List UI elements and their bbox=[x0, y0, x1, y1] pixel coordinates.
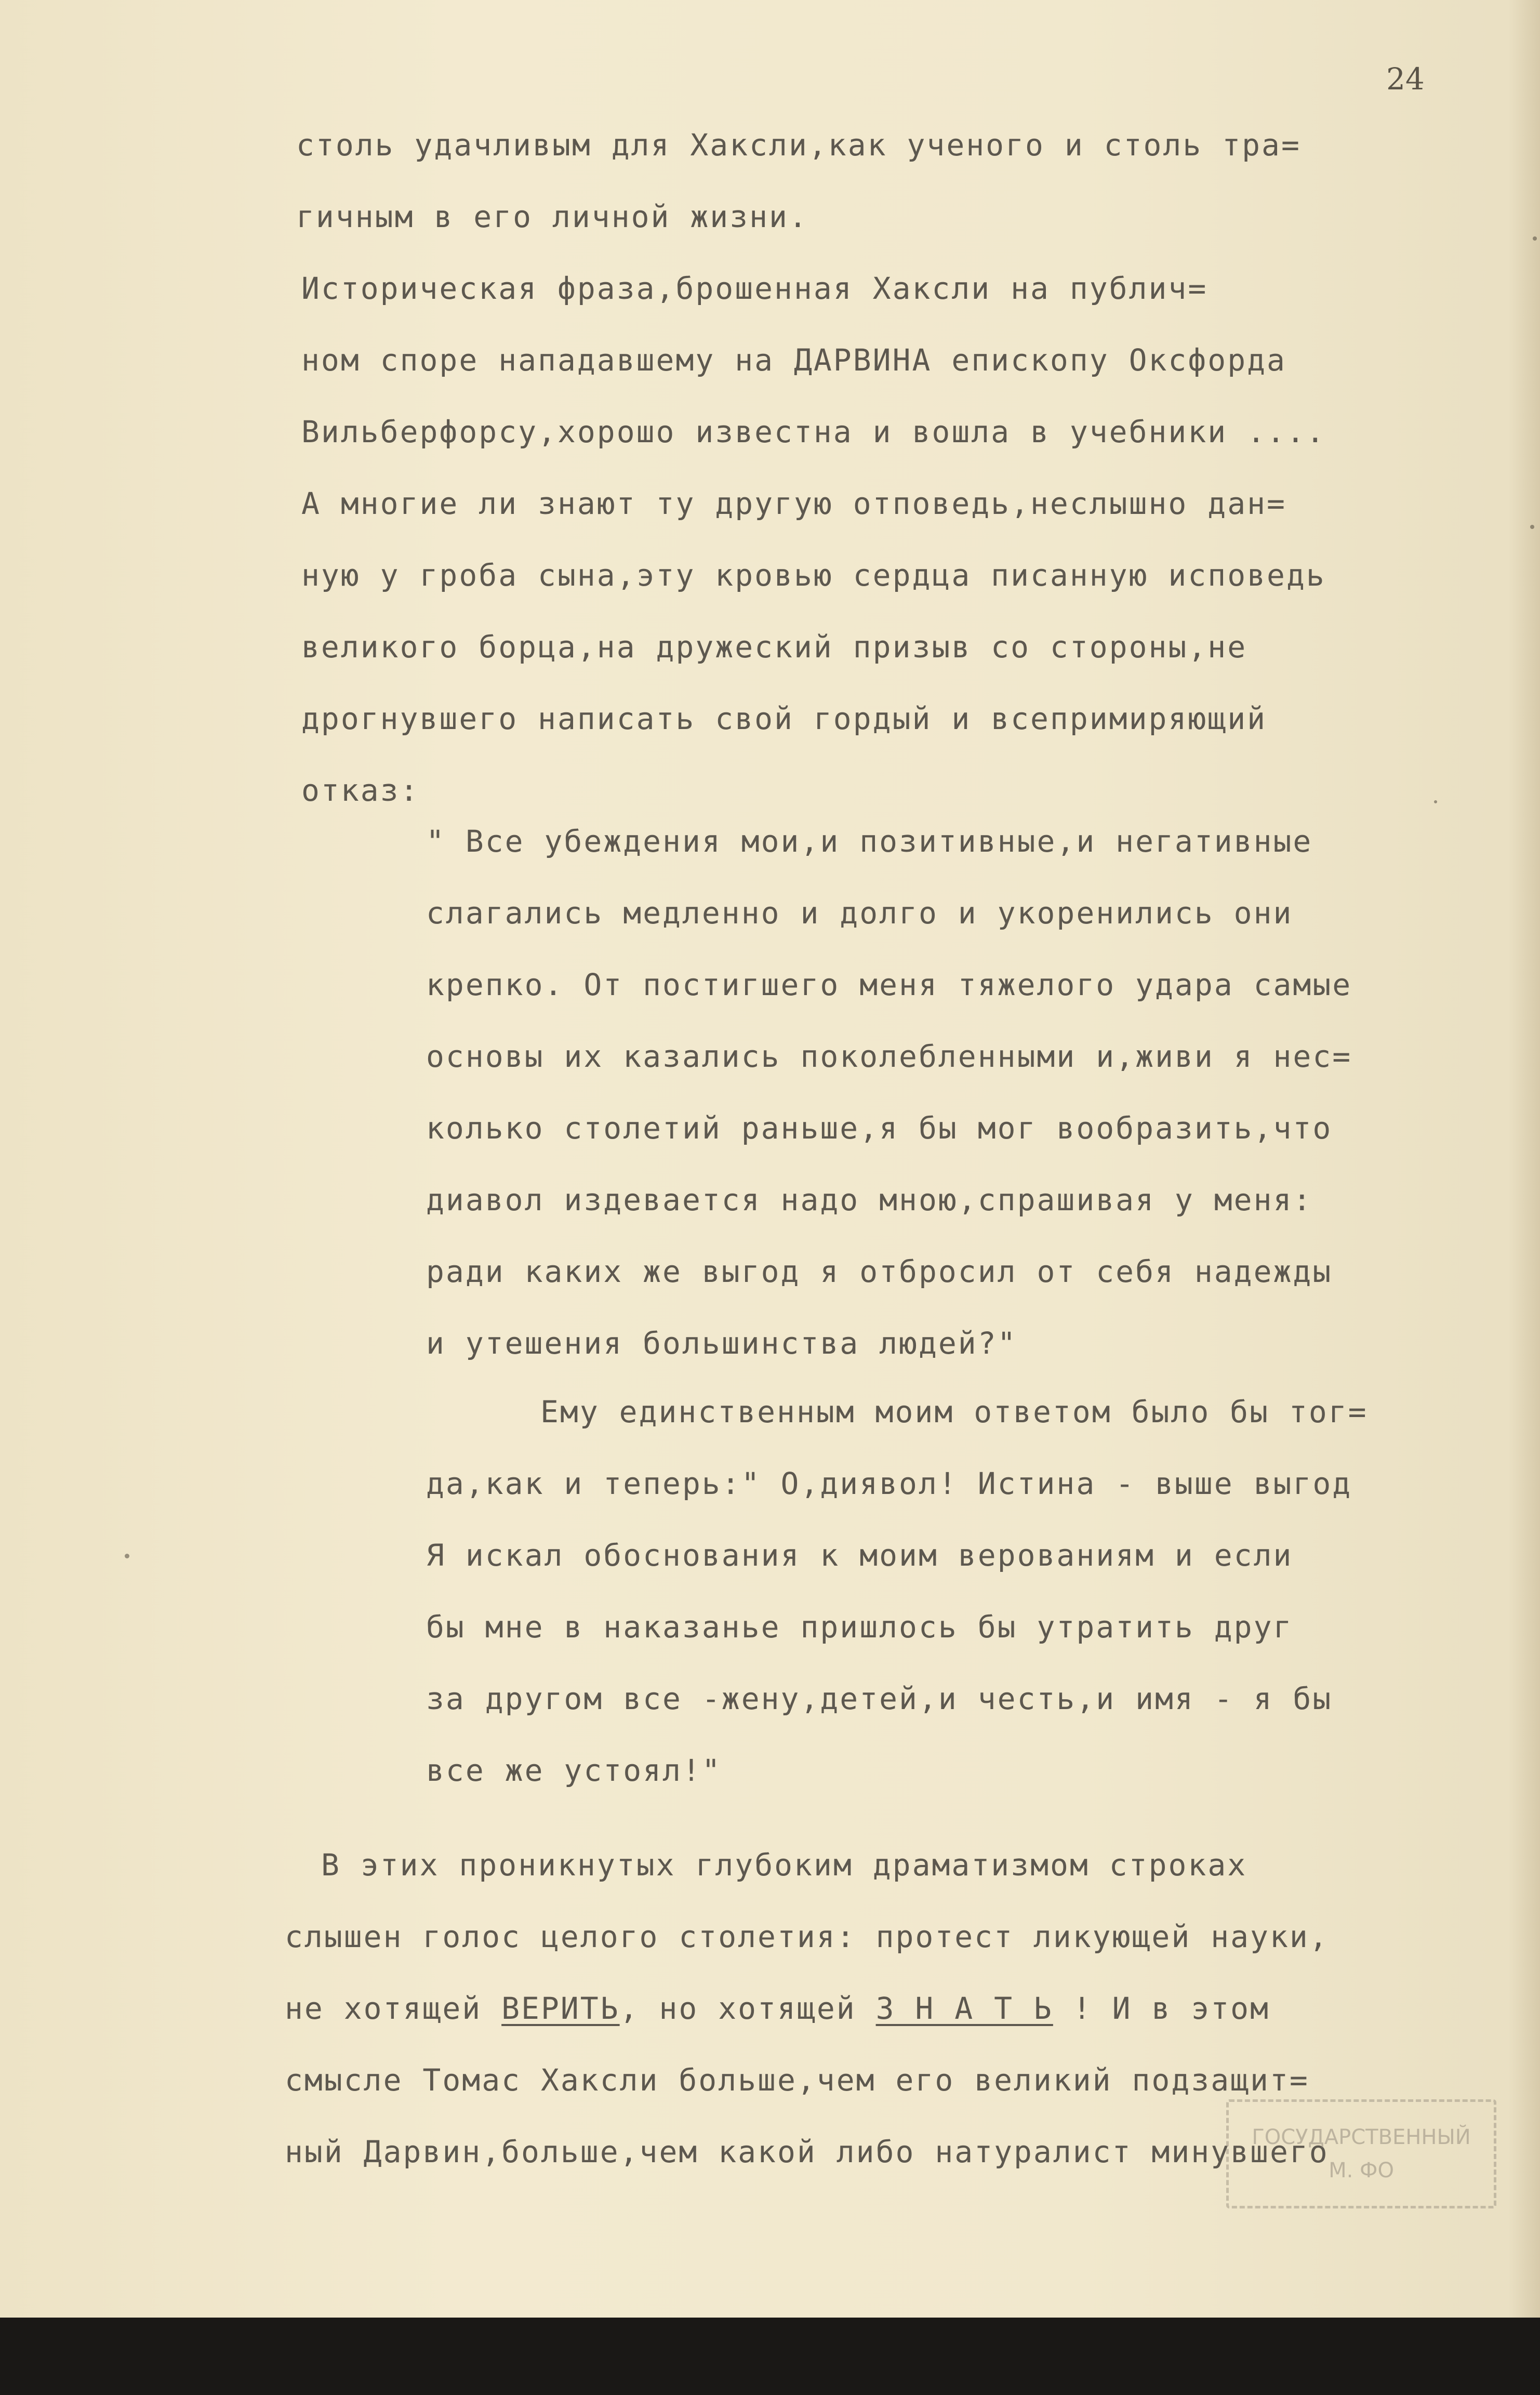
text-line: гичным в его личной жизни. bbox=[296, 199, 808, 234]
paragraph-2 bbox=[301, 253, 1326, 826]
text-line: смысле Томас Хаксли больше,чем его великий подзащит= bbox=[285, 2062, 1309, 2098]
underlined-word-believe: ВЕРИТЬ bbox=[501, 1991, 620, 2026]
text-line: ный Дарвин,больше,чем какой либо натуралист минувшего bbox=[285, 2134, 1329, 2169]
text-line: " Все убеждения мои,и позитивные,и негативные bbox=[426, 824, 1313, 859]
text-line-emphasis bbox=[285, 1973, 1329, 2044]
text-line: В этих проникнутых глубоким драматизмом строках bbox=[321, 1847, 1247, 1883]
text-line: дрогнувшего написать свой гордый и всепримиряющий bbox=[301, 701, 1267, 736]
underlined-word-know: З Н А Т Ь bbox=[875, 1991, 1053, 2026]
text-line: столь удачливым для Хаксли,как ученого и столь тра= bbox=[296, 127, 1301, 163]
text-line: Историческая фраза,брошенная Хаксли на публич= bbox=[301, 271, 1208, 306]
text-line: великого борца,на дружеский призыв со стороны,не bbox=[301, 629, 1247, 665]
text-line: диавол издевается надо мною,спрашивая у меня: bbox=[426, 1182, 1313, 1218]
paper-speck bbox=[1434, 800, 1437, 803]
text-line: бы мне в наказанье пришлось бы утратить друг bbox=[426, 1609, 1293, 1645]
text-line: отказ: bbox=[301, 773, 420, 808]
quotation-2 bbox=[426, 1376, 1368, 1806]
stamp-line: М. ФО bbox=[1329, 2159, 1394, 2182]
text-line: основы их казались поколебленными и,живи я нес= bbox=[426, 1039, 1352, 1074]
stamp-line: ГОСУДАРСТВЕННЫЙ bbox=[1252, 2125, 1471, 2149]
archive-stamp bbox=[1226, 2099, 1496, 2208]
page-edge-shadow bbox=[1509, 0, 1540, 2318]
text-line: Ему единственным моим ответом было бы тог= bbox=[540, 1394, 1368, 1430]
page-number: 24 bbox=[1386, 61, 1425, 97]
text-line: А многие ли знают ту другую отповедь,неслышно дан= bbox=[301, 486, 1286, 521]
paragraph-1 bbox=[296, 109, 1301, 253]
text-line: крепко. От постигшего меня тяжелого удара самые bbox=[426, 967, 1352, 1002]
text-line: все же устоял!" bbox=[426, 1753, 722, 1788]
text-fragment: ! И в этом bbox=[1053, 1991, 1270, 2026]
text-fragment: , но хотящей bbox=[619, 1991, 876, 2026]
text-line: слагались медленно и долго и укоренились они bbox=[426, 895, 1293, 931]
paper-speck bbox=[125, 1554, 129, 1558]
paper-speck bbox=[1533, 236, 1537, 241]
text-line: ную у гроба сына,эту кровью сердца писанную исповедь bbox=[301, 558, 1326, 593]
text-line: колько столетий раньше,я бы мог вообразить,что bbox=[426, 1110, 1333, 1146]
paper-speck bbox=[1530, 525, 1534, 529]
quotation-1 bbox=[426, 805, 1352, 1379]
text-line: за другом все -жену,детей,и честь,и имя - я бы bbox=[426, 1681, 1333, 1716]
paragraph-3 bbox=[285, 1829, 1329, 2188]
text-line: ном споре нападавшему на ДАРВИНА епископу Оксфорда bbox=[301, 342, 1286, 378]
text-line: да,как и теперь:" О,диявол! Истина - выше выгод bbox=[426, 1466, 1352, 1501]
text-fragment: не хотящей bbox=[285, 1991, 502, 2026]
text-line: и утешения большинства людей?" bbox=[426, 1326, 1017, 1361]
text-line: слышен голос целого столетия: протест ликующей науки, bbox=[285, 1919, 1329, 1954]
text-line: Я искал обоснования к моим верованиям и если bbox=[426, 1538, 1293, 1573]
text-line: Вильберфорсу,хорошо известна и вошла в учебники .... bbox=[301, 414, 1326, 449]
text-line: ради каких же выгод я отбросил от себя надежды bbox=[426, 1254, 1333, 1289]
